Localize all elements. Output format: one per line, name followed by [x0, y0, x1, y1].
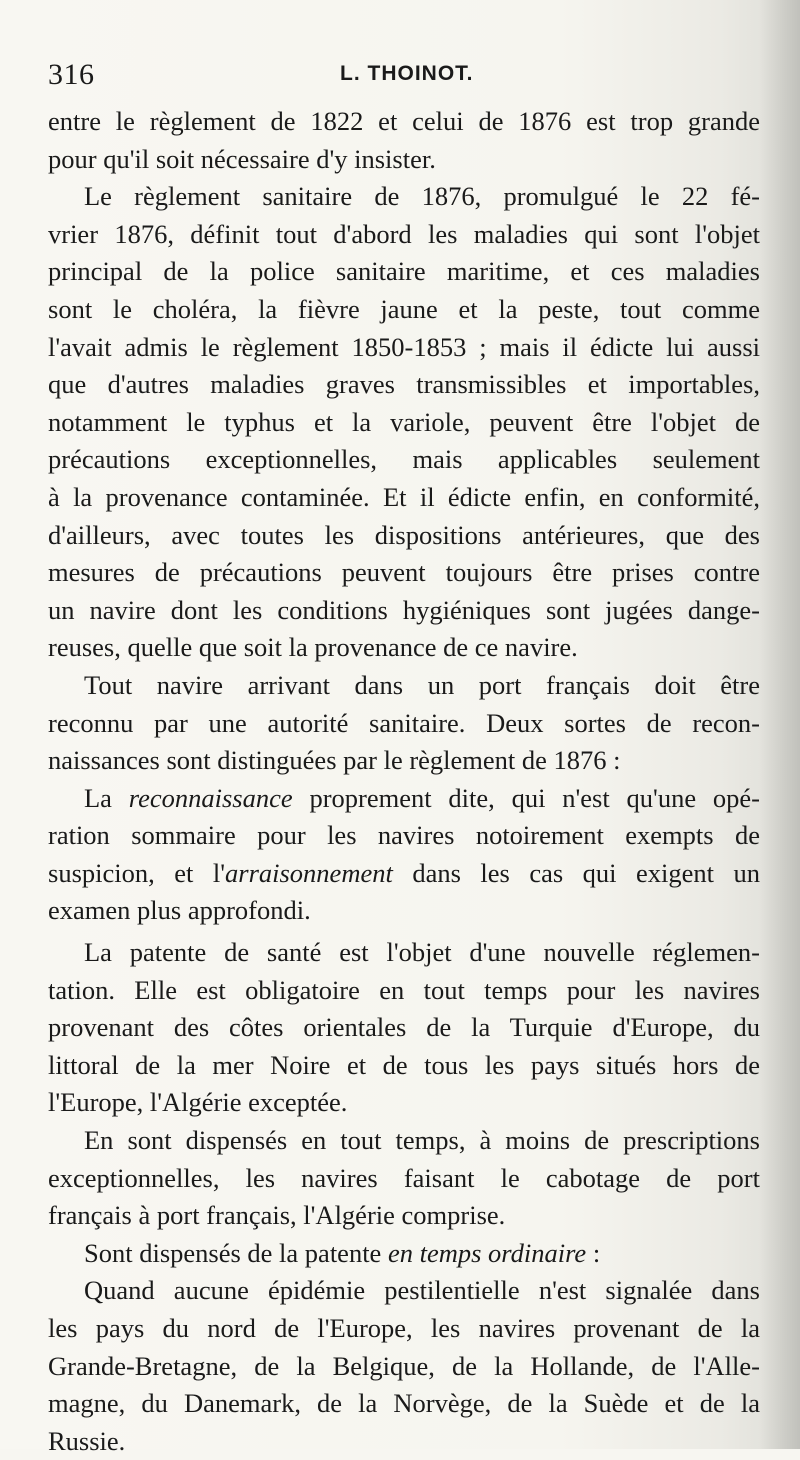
text-segment: La patente de santé est l'objet d'une nouvelle réglemen- [84, 937, 760, 968]
text-segment-italic: en temps ordinaire [387, 1237, 587, 1268]
text-line [48, 855, 760, 893]
text-line [48, 216, 760, 254]
text-line [48, 1009, 760, 1047]
text-segment: à la provenance contaminée. Et il édicte enfin, en conformité, [48, 481, 760, 512]
running-head: L. THOINOT. [340, 62, 474, 85]
text-line [48, 1160, 760, 1198]
text-segment: principal de la police sanitaire maritime, et ces maladies [48, 256, 760, 287]
text-segment: vrier 1876, définit tout d'abord les maladies qui sont l'objet [48, 218, 760, 249]
text-line [48, 1310, 760, 1348]
text-line [48, 554, 760, 592]
text-segment: proprement dite, qui n'est qu'une opé- [292, 782, 760, 813]
text-line [48, 103, 760, 141]
text-line [48, 404, 760, 442]
text-line [48, 441, 760, 479]
text-segment: Sont dispensés de la patente [84, 1237, 388, 1268]
text-segment: dans les cas qui exigent un [392, 857, 760, 888]
text-segment: précautions exceptionnelles, mais applicables seulement [48, 444, 760, 475]
text-line [48, 1084, 760, 1122]
page-spine-shadow [760, 0, 800, 1449]
text-segment: Russie. [48, 1425, 126, 1456]
text-line [48, 1348, 760, 1386]
page-header [48, 58, 768, 98]
text-segment: d'ailleurs, avec toutes les dispositions antérieures, que des [48, 519, 760, 550]
body-text [48, 103, 760, 1460]
text-segment: Grande-Bretagne, de la Belgique, de la Hollande, de l'Alle- [48, 1350, 760, 1381]
text-segment: littoral de la mer Noire et de tous les pays situés hors de [48, 1049, 760, 1080]
text-segment: suspicion, et l' [48, 857, 225, 888]
text-line [48, 253, 760, 291]
text-segment: l'Europe, l'Algérie exceptée. [48, 1087, 348, 1118]
text-segment: examen plus approfondi. [48, 895, 311, 926]
text-line [48, 972, 760, 1010]
text-segment: les pays du nord de l'Europe, les navires provenant de la [48, 1313, 760, 1343]
text-line [48, 1235, 760, 1273]
text-segment: entre le règlement de 1822 et celui de 1876 est trop grande [48, 106, 760, 136]
text-line [48, 517, 760, 555]
text-line [48, 1197, 760, 1235]
text-segment: notamment le typhus et la variole, peuvent être l'objet de [48, 406, 760, 437]
text-segment: naissances sont distinguées par le règlement de 1876 : [48, 745, 621, 776]
text-line [48, 366, 760, 404]
text-segment: mesures de précautions peuvent toujours être prises contre [48, 557, 760, 588]
text-segment: l'avait admis le règlement 1850-1853 ; mais il édicte lui aussi [48, 331, 760, 362]
text-segment: Tout navire arrivant dans un port français doit être [84, 669, 760, 700]
text-segment: reconnu par une autorité sanitaire. Deux sortes de recon- [48, 707, 760, 738]
text-line [48, 629, 760, 667]
text-segment: provenant des côtes orientales de la Turquie d'Europe, du [48, 1012, 760, 1043]
text-line [48, 1385, 760, 1423]
text-line [48, 705, 760, 743]
text-segment: reuses, quelle que soit la provenance de ce navire. [48, 632, 578, 663]
text-segment: magne, du Danemark, de la Norvège, de la Suède et de la [48, 1388, 760, 1419]
text-segment: tation. Elle est obligatoire en tout temps pour les navires [48, 974, 760, 1005]
text-segment: Quand aucune épidémie pestilentielle n'est signalée dans [84, 1275, 760, 1306]
text-line [48, 1423, 760, 1460]
text-segment: : [586, 1237, 601, 1268]
text-segment-italic: reconnaissance [128, 782, 293, 813]
text-segment: pour qu'il soit nécessaire d'y insister. [48, 143, 436, 174]
text-segment: Le règlement sanitaire de 1876, promulgué le 22 fé- [84, 181, 760, 212]
text-line [48, 1272, 760, 1310]
text-line [48, 1122, 760, 1160]
text-line [48, 1047, 760, 1085]
text-segment-italic: arraisonnement [225, 857, 393, 888]
text-line [48, 742, 760, 780]
text-line [48, 141, 760, 179]
text-segment: sont le choléra, la fièvre jaune et la peste, tout comme [48, 293, 760, 324]
text-line [48, 892, 760, 930]
text-line [48, 329, 760, 367]
text-line [48, 817, 760, 855]
text-segment: La [84, 782, 129, 813]
text-line [48, 934, 760, 972]
text-line [48, 178, 760, 216]
text-segment: En sont dispensés en tout temps, à moins de prescriptions [84, 1125, 760, 1156]
text-segment: français à port français, l'Algérie comprise. [48, 1200, 506, 1231]
text-line [48, 291, 760, 329]
text-line [48, 592, 760, 630]
text-segment: exceptionnelles, les navires faisant le cabotage de port [48, 1162, 760, 1193]
text-segment: ration sommaire pour les navires notoirement exempts de [48, 820, 760, 851]
text-line [48, 780, 760, 818]
text-segment: que d'autres maladies graves transmissibles et importables, [48, 369, 760, 400]
text-line [48, 479, 760, 517]
text-line [48, 667, 760, 705]
text-segment: un navire dont les conditions hygiéniques sont jugées dange- [48, 594, 760, 625]
page-number: 316 [48, 58, 95, 91]
